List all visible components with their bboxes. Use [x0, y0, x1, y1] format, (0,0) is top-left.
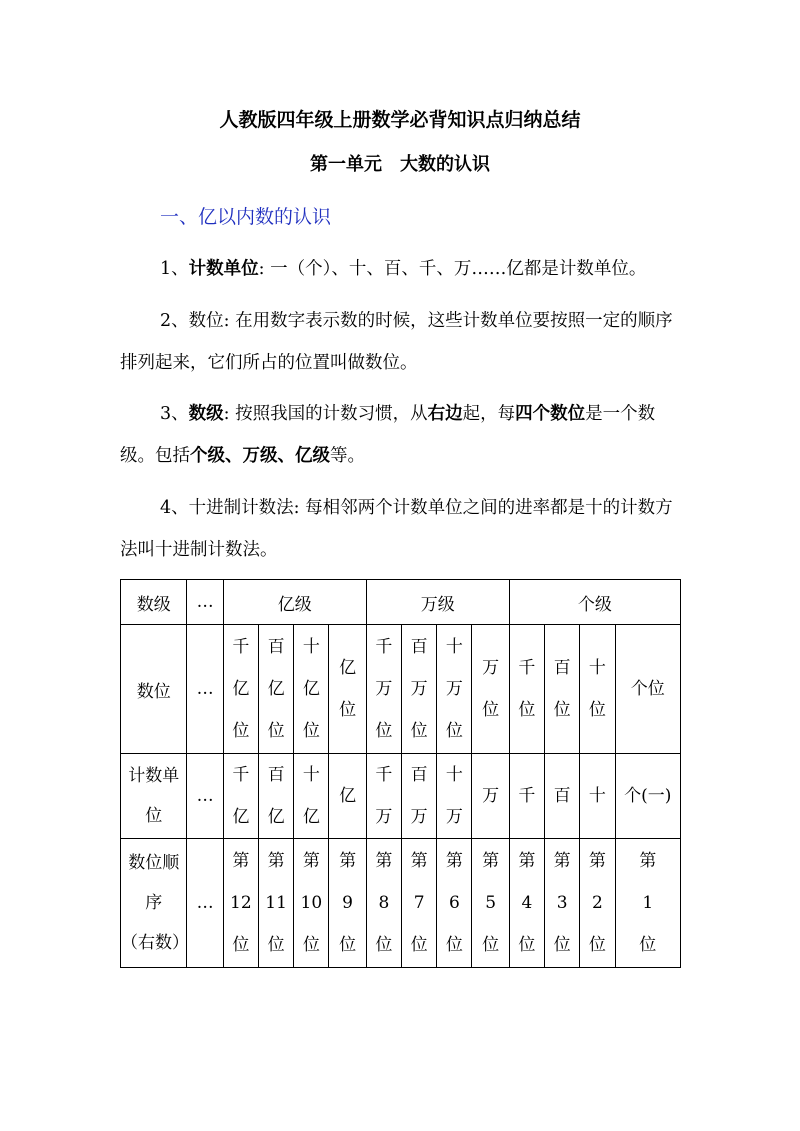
cell-text: 位 [410, 935, 428, 955]
emphasis-four-places: 四个数位 [515, 404, 586, 424]
cell-text: 位 [339, 700, 357, 720]
digit-place-cell [223, 625, 258, 754]
cell-text: 6 [448, 893, 460, 913]
label-line: 计数单 [128, 766, 180, 786]
cell-text: 5 [485, 893, 497, 913]
paragraph-decimal-system [120, 487, 682, 571]
cell-text: 百 [553, 658, 571, 678]
counting-unit-cell [545, 754, 580, 839]
cell-text: 位 [553, 700, 571, 720]
place-order-cell [366, 839, 401, 968]
cell-text: 位 [375, 935, 393, 955]
cell-text: 十 [588, 658, 606, 678]
cell-text: 万 [445, 807, 463, 827]
cell-text: 百 [410, 637, 428, 657]
row-label-digit-places: 数位 [121, 625, 187, 754]
para-body: 起，每 [462, 404, 516, 424]
cell-text: 位 [445, 935, 463, 955]
counting-unit-cell [580, 754, 615, 839]
para-number: 4、 [160, 498, 189, 518]
counting-unit-cell [258, 754, 293, 839]
cell-text: 万 [375, 807, 393, 827]
counting-unit-cell [366, 754, 401, 839]
term-counting-unit: 计数单位 [188, 259, 259, 279]
table-row-counting-units [121, 754, 681, 839]
digit-place-cell [401, 625, 436, 754]
cell-text: 9 [342, 893, 353, 913]
cell-text: 1 [642, 893, 654, 913]
header-wan-group: 万级 [366, 580, 509, 625]
cell-text: 第 [639, 851, 657, 871]
cell-text: 千 [232, 765, 250, 785]
cell-text: 个位 [630, 679, 665, 699]
cell-text: 十 [445, 765, 463, 785]
header-ge-group: 个级 [509, 580, 680, 625]
digit-place-cell [294, 625, 329, 754]
counting-unit-cell [509, 754, 544, 839]
cell-text: 亿 [267, 807, 285, 827]
cell-text: 7 [413, 893, 425, 913]
cell-text: 千 [232, 637, 250, 657]
cell-text: 位 [518, 700, 536, 720]
cell-text: 万 [482, 786, 500, 806]
para-body: 每相邻两个计数单位之间的进率都是十的计数方法叫十进制计数法。 [120, 498, 673, 560]
unit-subtitle: 第一单元 大数的认识 [310, 154, 490, 175]
cell-text: 位 [482, 700, 500, 720]
table-row-digit-places [121, 625, 681, 754]
cell-text: 第 [232, 851, 250, 871]
cell-text: 位 [410, 721, 428, 741]
cell-text: 万 [375, 679, 393, 699]
para-number: 3、 [160, 404, 189, 424]
cell-text: 第 [553, 851, 571, 871]
term-digit-group: 数级 [188, 404, 224, 424]
cell-text: 十 [445, 637, 463, 657]
cell-text: 位 [232, 935, 250, 955]
cell-text: 亿 [339, 786, 357, 806]
cell-text: 千 [375, 765, 393, 785]
cell-text: 位 [232, 721, 250, 741]
para-body: 在用数字表示数的时候，这些计数单位要按照一定的顺序排列起来，它们所占的位置叫做数位。 [120, 311, 673, 373]
label-line: 序 [145, 893, 163, 913]
counting-unit-cell [294, 754, 329, 839]
row-ellipsis: … [187, 754, 223, 839]
document-title: 人教版四年级上册数学必背知识点归纳总结 [219, 109, 581, 131]
cell-text: 位 [267, 935, 285, 955]
cell-text: 万 [410, 807, 428, 827]
para-body: 一（个）、十、百、千、万……亿都是计数单位。 [264, 259, 647, 279]
place-order-cell [329, 839, 366, 968]
cell-text: 亿 [302, 807, 320, 827]
row-label-counting-units [121, 754, 187, 839]
cell-text: 位 [267, 721, 285, 741]
cell-text: 千 [518, 658, 536, 678]
cell-text: 位 [445, 721, 463, 741]
cell-text: 位 [302, 721, 320, 741]
cell-text: 万 [445, 679, 463, 699]
cell-text: 3 [556, 893, 568, 913]
colon: : [223, 311, 230, 331]
cell-text: 亿 [339, 658, 357, 678]
place-order-cell [294, 839, 329, 968]
cell-text: 个(一) [624, 786, 672, 806]
emphasis-group-names: 个级、万级、亿级 [190, 446, 330, 466]
cell-text: 千 [518, 786, 536, 806]
colon: : [293, 498, 300, 518]
cell-text: 第 [302, 851, 320, 871]
cell-text: 位 [588, 700, 606, 720]
paragraph-counting-units [120, 248, 682, 290]
cell-text: 位 [482, 935, 500, 955]
counting-unit-cell [223, 754, 258, 839]
emphasis-right-side: 右边 [427, 404, 463, 424]
place-order-cell [437, 839, 472, 968]
cell-text: 第 [339, 851, 357, 871]
table-row-place-order [121, 839, 681, 968]
counting-unit-cell [437, 754, 472, 839]
cell-text: 第 [410, 851, 428, 871]
cell-text: 亿 [232, 807, 250, 827]
place-order-cell [545, 839, 580, 968]
cell-text: 位 [339, 935, 357, 955]
colon: : [223, 404, 230, 424]
digit-place-cell [545, 625, 580, 754]
cell-text: 10 [300, 893, 323, 913]
cell-text: 十 [302, 637, 320, 657]
paragraph-digit-place [120, 300, 682, 384]
place-order-cell [223, 839, 258, 968]
cell-text: 亿 [232, 679, 250, 699]
counting-unit-cell [401, 754, 436, 839]
header-digit-group: 数级 [121, 580, 187, 625]
cell-text: 第 [267, 851, 285, 871]
cell-text: 位 [639, 935, 657, 955]
label-line: 位 [145, 806, 163, 826]
cell-text: 百 [553, 786, 571, 806]
cell-text: 亿 [267, 679, 285, 699]
digit-place-cell [437, 625, 472, 754]
cell-text: 位 [553, 935, 571, 955]
term-decimal-system: 十进制计数法 [188, 498, 294, 518]
digit-place-cell [615, 625, 681, 754]
place-order-cell [472, 839, 509, 968]
cell-text: 第 [482, 851, 500, 871]
cell-text: 12 [230, 893, 252, 913]
counting-unit-cell [329, 754, 366, 839]
para-body: 按照我国的计数习惯，从 [229, 404, 428, 424]
row-ellipsis: … [187, 625, 223, 754]
row-label-place-order [121, 839, 187, 968]
cell-text: 十 [302, 765, 320, 785]
place-order-cell [401, 839, 436, 968]
colon: : [258, 259, 265, 279]
place-order-cell [615, 839, 681, 968]
cell-text: 万 [482, 658, 500, 678]
cell-text: 第 [445, 851, 463, 871]
place-value-table [120, 579, 681, 968]
counting-unit-cell [472, 754, 509, 839]
cell-text: 位 [518, 935, 536, 955]
cell-text: 位 [588, 935, 606, 955]
table-header-row [121, 580, 681, 625]
cell-text: 第 [588, 851, 606, 871]
digit-place-cell [329, 625, 366, 754]
cell-text: 百 [267, 765, 285, 785]
cell-text: 第 [375, 851, 393, 871]
cell-text: 十 [588, 786, 606, 806]
para-number: 2、 [160, 311, 189, 331]
cell-text: 千 [375, 637, 393, 657]
para-body: 等。 [330, 446, 365, 466]
cell-text: 亿 [302, 679, 320, 699]
cell-text: 第 [518, 851, 536, 871]
row-ellipsis: … [187, 839, 223, 968]
label-line: （右数） [121, 933, 189, 953]
cell-text: 11 [265, 893, 287, 913]
digit-place-cell [366, 625, 401, 754]
digit-place-cell [580, 625, 615, 754]
term-digit-place: 数位 [188, 311, 224, 331]
cell-text: 4 [521, 893, 533, 913]
digit-place-cell [509, 625, 544, 754]
place-order-cell [509, 839, 544, 968]
paragraph-digit-group [120, 393, 682, 477]
place-order-cell [258, 839, 293, 968]
para-number: 1、 [160, 259, 189, 279]
cell-text: 位 [302, 935, 320, 955]
cell-text: 2 [591, 893, 603, 913]
cell-text: 百 [267, 637, 285, 657]
para-body: 是一个数级。包括 [120, 404, 656, 466]
cell-text: 位 [375, 721, 393, 741]
counting-unit-cell [615, 754, 681, 839]
label-line: 数位顺 [128, 853, 180, 873]
digit-place-cell [258, 625, 293, 754]
digit-place-cell [472, 625, 509, 754]
header-yi-group: 亿级 [223, 580, 366, 625]
cell-text: 百 [410, 765, 428, 785]
cell-text: 万 [410, 679, 428, 699]
section-heading: 一、亿以内数的认识 [160, 206, 332, 228]
header-ellipsis: … [187, 580, 223, 625]
place-order-cell [580, 839, 615, 968]
cell-text: 8 [378, 893, 390, 913]
